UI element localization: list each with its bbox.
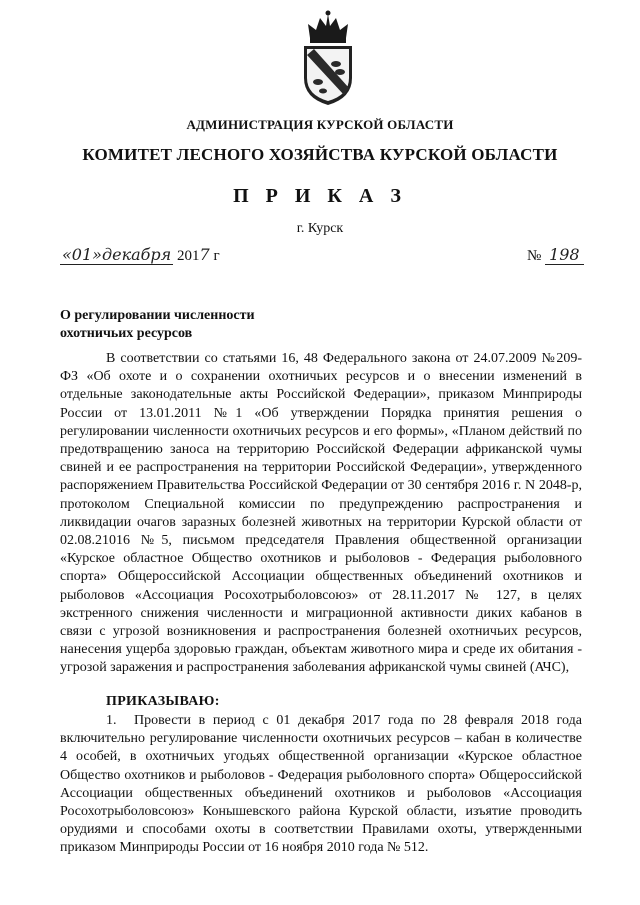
date-handwritten: [60, 245, 173, 265]
coat-of-arms-icon: [296, 8, 360, 108]
item-number: 1.: [106, 713, 117, 728]
item-text: Провести в период с 01 декабря 2017 года по 28 февраля 2018 года включительно регулирование численности охотничьих ресурсов – кабан в количестве 4 особей, в охотничьих угодьях общественной организации «Курское областное Общество охотников и рыболовов - Федерация рыболовного спорта» Общероссийской Ассоциации общественных объединений охотников и рыболовов «Ассоциация Росохотрыболовсоюз» Конышевского района Курской области, изъятие проводить орудиями и способами охоты в соответствии Правилами охоты, утвержденными приказом Минприроды России от 16 ноября 2010 года № 512.: [60, 713, 582, 856]
date-year-abbr: г: [213, 248, 220, 264]
order-word: ПРИКАЗЫВАЮ:: [106, 694, 220, 709]
committee-heading: КОМИТЕТ ЛЕСНОГО ХОЗЯЙСТВА КУРСКОЙ ОБЛАСТИ: [82, 145, 558, 164]
date-year-suffix: 7: [199, 245, 210, 264]
city-label: г. Курск: [296, 221, 344, 236]
order-item-1: [60, 712, 582, 858]
document-type-title: П Р И К А З: [233, 185, 407, 207]
document-number: [527, 245, 584, 265]
number-value: 198: [545, 245, 584, 265]
number-label: №: [527, 248, 542, 264]
date-day: 01: [71, 245, 93, 264]
administration-heading: АДМИНИСТРАЦИЯ КУРСКОЙ ОБЛАСТИ: [186, 117, 454, 132]
document-date: [60, 245, 220, 265]
date-month: декабря: [101, 245, 172, 264]
date-open-quote: «: [62, 245, 72, 264]
subject-line-2: охотничьих ресурсов: [60, 326, 193, 341]
order-item-paragraph: [60, 712, 582, 858]
date-year-prefix: 201: [177, 248, 200, 264]
subject-line-1: О регулировании численности: [60, 308, 255, 323]
date-mid-quote: »: [92, 245, 102, 264]
document-subject: [60, 307, 255, 343]
preamble-paragraph: В соответствии со статьями 16, 48 Федерального закона от 24.07.2009 №209-ФЗ «Об охоте и о сохранении охотничьих ресурсов и о внесении изменений в отдельные законодательные акты Российской Федерации», приказом Минприроды России от 13.01.2011 №1 «Об утверждении Порядка принятия решения о регулировании численности охотничьих ресурсов и его формы», «Планом действий по предотвращению заноса на территорию Российской Федерации африканской чумы свиней и ее распространения на территории Российской Федерации», утвержденного распоряжением Правительства Российской Федерации от 30 сентября 2016 г. N 2048-р, протоколом Специальной комиссии по предупреждению распространения и ликвидации очагов заразных болезней животных на территории Курской области от 02.08.21016 №5, письмом председателя Правления общественной организации «Курское областное Общество охотников и рыболовов - Федерация рыболовного спорта» Общероссийской Ассоциации общественных объединений охотников и рыболовов «Ассоциация Росохотрыболовсоюз» от 28.11.2017 № 127, в целях экстренного снижения численности и миграционной активности диких кабанов в связи с угрозой возникновения и распространения болезней охотничьих ресурсов, нанесения ущерба здоровью граждан, объектам животного мира и среде их обитания - угрозой заражения и распространения заболевания африканской чумы свиней (АЧС),: [60, 351, 582, 676]
preamble: [60, 350, 582, 678]
